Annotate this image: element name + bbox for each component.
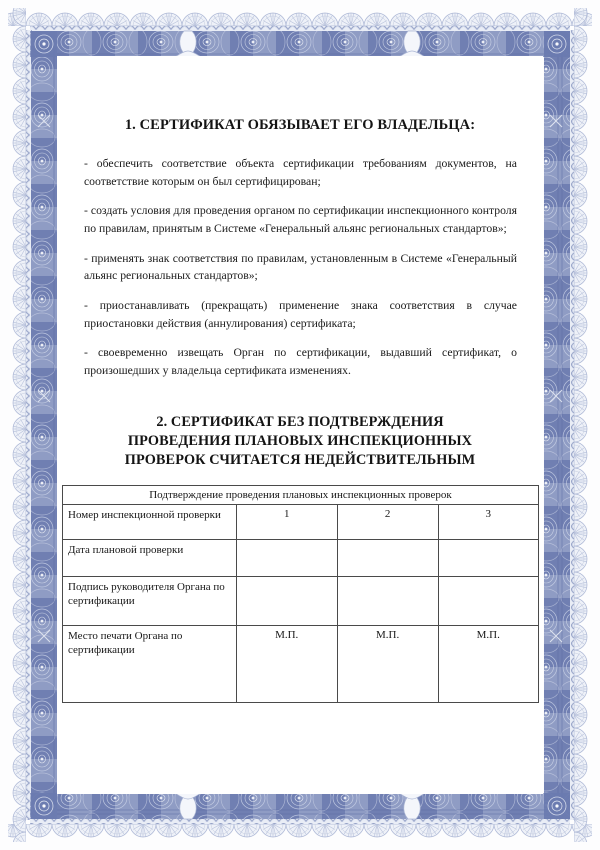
table-header-row [63,485,539,504]
obligation-item: - создать условия для проведения органом по сертификации инспекционного контроля по правилам, принятым в Системе «Генеральный альянс региональных стандартов»; [84,204,517,236]
row-label: Место печати Органа по сертификации [63,625,237,702]
section-2-title-line-2: ПРОВЕДЕНИЯ ПЛАНОВЫХ ИНСПЕКЦИОННЫХ [127,432,473,449]
obligation-item: - приостанавливать (прекращать) применение знака соответствия в случае приостановки действия (аннулирования) сертификата; [84,298,517,330]
table-row [63,576,539,625]
stamp-cell[interactable]: М.П. [438,625,538,702]
inspection-number-cell: 2 [337,504,438,539]
stamp-cell[interactable]: М.П. [236,625,337,702]
section-2-title-line-1: 2. СЕРТИФИКАТ БЕЗ ПОДТВЕРЖДЕНИЯ [156,413,444,430]
signature-cell[interactable] [236,576,337,625]
inspections-table [62,485,539,703]
obligations-list [57,155,543,380]
section-2-title-line-3: ПРОВЕРОК СЧИТАЕТСЯ НЕДЕЙСТВИТЕЛЬНЫМ [124,451,476,468]
row-label: Подпись руководителя Органа по сертификации [63,576,237,625]
obligation-item: - обеспечить соответствие объекта сертификации требованиям документов, на соответствие которым он был сертифицирован; [84,157,517,188]
inspection-date-cell[interactable] [337,539,438,576]
table-row [63,625,539,702]
row-label: Дата плановой проверки [63,539,237,576]
obligation-item: - своевременно извещать Орган по сертификации, выдавший сертификат, о произошедших у владельца сертификата изменениях. [84,346,517,377]
inspection-number-cell: 1 [236,504,337,539]
table-row [63,539,539,576]
section-2-title [57,413,543,470]
inspection-number-cell: 3 [438,504,538,539]
inspection-date-cell[interactable] [236,539,337,576]
table-row [63,504,539,539]
inspections-table-wrapper [57,485,543,703]
signature-cell[interactable] [438,576,538,625]
signature-cell[interactable] [337,576,438,625]
inspection-date-cell[interactable] [438,539,538,576]
table-header-label: Подтверждение проведения плановых инспекционных проверок [63,485,539,504]
section-1-title: 1. СЕРТИФИКАТ ОБЯЗЫВАЕТ ЕГО ВЛАДЕЛЬЦА: [124,117,476,133]
obligation-item: - применять знак соответствия по правилам, установленным в Системе «Генеральный альянс региональных стандартов»; [84,251,517,283]
stamp-cell[interactable]: М.П. [337,625,438,702]
page-content [57,56,543,794]
row-label: Номер инспекционной проверки [63,504,237,539]
